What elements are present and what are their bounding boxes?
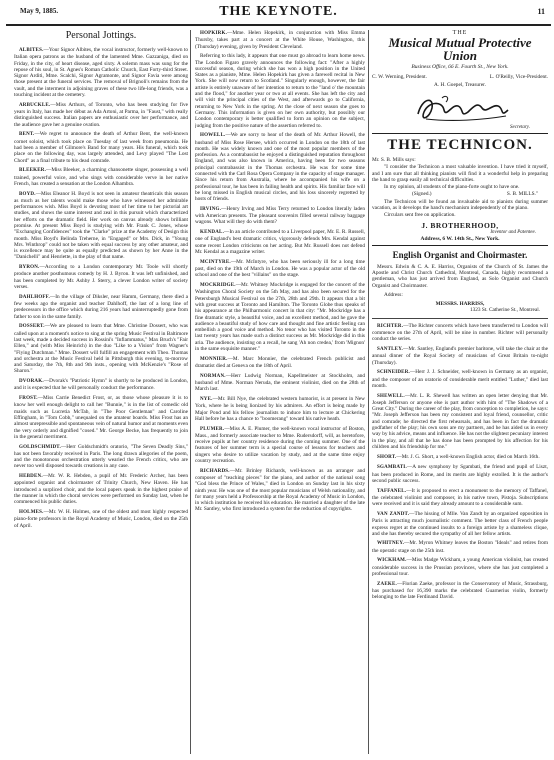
article-item bbox=[372, 454, 548, 461]
article-item bbox=[14, 294, 188, 320]
article-name: SHORT. bbox=[377, 454, 397, 460]
article-name: BOYD. bbox=[19, 191, 36, 197]
article-list bbox=[372, 323, 548, 601]
article-text: —We are sorry to hear of the death of Mr. Arthur Howell, the husband of Miss Rose Hersee, which occurred in London on the 18th of last month. He was widely known and one of the most popular members of the profession. As a contrabassist he enjoyed a distinguished reputation throughout England, and was also known in America, having been for two seasons principal contrabassist in the Thomas orchestra. He was for some time connected with the Carl Rosa Opera Company in the capacity of stage manager. Since his return from Australia, where he accompanied his wife on a professional tour, he has been in failing health and spirits. His familiar face will be long missed in English musical circles, and his loss sincerely regretted by hosts of friends. bbox=[195, 132, 365, 203]
article-text: Referring to this lady, it appears that one must go abroad to learn home news. The London Figaro gravely announces the following fact: "After a highly successful season, during which she has won a high position in the United States as a pianiste, Mme. Helen Hopekirk has given a farewell recital in New York. She will now return to Scotland." Singularly enough, however, the fair artiste is entirely unaware of her intention to return to the "land o' the mountain and the flood," for another year or two at all events. She has left the city and will visit the principal cities of the West, and afterwards go to California, returning to New York in the spring. At the close of next season she goes to Germany. This information is given on her own authority, but possibly our London contemporary is better qualified to form an opinion on the subject, judging from the positive nature of the assertion referred to. bbox=[195, 53, 365, 129]
article-item bbox=[14, 102, 188, 128]
article-text: —Miss Madge Wickham, a young American violinist, has created considerable success in the Prussian provinces, where she has just completed a professional tour. bbox=[372, 557, 548, 578]
article-text: —Mme. Helen Hopekirk, in conjunction with Miss Emma Thursby, takes part at a concert at the White House, Washington, this (Thursday) evening, given by President Cleveland. bbox=[195, 30, 365, 50]
union-the: THE bbox=[452, 30, 468, 36]
article-text: —The hissing of Mlle. Van Zandt by an organized opposition in Paris is attracting much journalistic comment. The better class of French people express regret at the continued insults to a foreign artiste by a shameless clique, and she has thereby secured the sympathy of all her fellow artists. bbox=[372, 510, 548, 537]
article-text: —Mr. J. G. Short, a well-known English actor, died on March 16th. bbox=[396, 453, 540, 460]
article-text: —Florian Zaeke, professor in the Conservatory of Music, Strassburg, has purchased for 16,390 marks the celebrated Guarnerius violin, formerly belonging to the late Ferdinand David. bbox=[372, 580, 548, 601]
signed-left: (Signed.) bbox=[412, 191, 432, 198]
article-name: PLUMER. bbox=[200, 426, 225, 432]
article-item bbox=[372, 346, 548, 366]
article-text: —Miss A. E. Plumer, the well-known vocal instructor of Boston, Mass., and formerly associate teacher to Mme. Rudersdorff, will, as heretofore, receive pupils at her country residence during the coming summer. One of the features of her summer term is a special course of lessons for teachers and singers who desire to utilize vacation by study, and at the same time enjoy country recreation. bbox=[195, 425, 365, 465]
column-rule bbox=[190, 30, 191, 754]
article-text: —Miss Carrie Benedict Frost, or, as those whose pleasure it is to know her well enough delight to call her "Bunnie," is in the list of comedic old maids such as Lucretia McTab, in "The Poor Gentleman" and Caroline Effingham, in "Tom Cobb," unequaled on the amateur boards. Miss Frost has an almost unrepressible and spontaneous vein of natural humor and at moments even the very orderly and dignified "cosed." Mr. George Becke, has frequently to join in the general merriment. bbox=[14, 395, 188, 440]
article-name: ZAEKE. bbox=[377, 581, 397, 587]
article-text: —Dvorak's "Patriotic Hymn" is shortly to be produced in London, and it is expected that he will personally conduct the performance. bbox=[14, 378, 188, 392]
article-name: BYRON. bbox=[19, 265, 40, 271]
union-address: Business Office, 66 E. Fourth St., New York. bbox=[411, 64, 509, 70]
article-name: HEBDEN. bbox=[19, 474, 43, 480]
article-name: RICHARDS. bbox=[200, 468, 230, 474]
technicon-letter bbox=[372, 157, 548, 219]
article-name: KENDAL. bbox=[200, 230, 225, 236]
inventor-role: Inventor and Patentee. bbox=[490, 229, 536, 235]
page-number: 11 bbox=[537, 7, 545, 16]
signed-right: S. B. MILLS." bbox=[506, 191, 538, 198]
column-rule bbox=[368, 30, 369, 754]
address-street: 1323 St. Catherine St., Montreal. bbox=[469, 307, 540, 314]
article-text: —Mr. Myron Whitney leaves the Boston "Ideals" and retires from the operatic stage on the 25th inst. bbox=[372, 540, 548, 554]
newspaper-page bbox=[6, 0, 551, 760]
article-text: —Mr. Whitney Mockridge is engaged for the concert of the Washington Choral Society on the 5th May, and has also been secured for the Petersburgh Musical Festival on the 27th, 28th and 29th. It appears that a bit with great success at Toronto and Hamilton. The Toronto Globe thus speaks of his appearance at the Philharmonic concert in that city: "Mr. Mockridge has a fine dramatic style, a beautiful voice, and an excellent method, and he gave the audience a beautiful study of how care and thought and fine artistic feeling can embellish a good voice and method. No tenor who has visited Toronto in the last twenty years has made such a distinct success as Mr. Mockridge did in this aria. The audience, insisting on a recall, he sang 'Ah non credea,' from 'Mignon' in the same exquisite manner." bbox=[195, 282, 365, 352]
article-item bbox=[195, 426, 365, 465]
signature-label: Secretary. bbox=[510, 125, 530, 130]
article-name: WICKHAM. bbox=[377, 558, 407, 564]
issue-date: May 9, 1885. bbox=[20, 7, 59, 15]
column-heading: Personal Jottings. bbox=[65, 30, 137, 41]
article-name: BENT. bbox=[19, 132, 35, 138]
article-name: BLEEKER. bbox=[19, 168, 47, 174]
letter-body: In my opinion, all students of the piano-forte ought to have one. bbox=[384, 184, 520, 191]
inventor-name: J. BROTHERHOOD, bbox=[421, 220, 499, 230]
article-name: MOCKRIDGE. bbox=[200, 283, 236, 289]
article-item bbox=[372, 581, 548, 601]
article-text: —We regret to announce the death of Arthur Bent, the well-known cornet soloist, which took place on Tuesday of last week from pneumonia. He had been a member of Gilmore's Band for many years. His funeral, which took place on the following day, was largely attended, and Levy played "The Lost Chord" as a final tribute to his dead comrade. bbox=[14, 131, 188, 164]
article-name: DAHLHOFF. bbox=[19, 294, 50, 300]
treasurer: A. H. Goepel, Treasurer. bbox=[434, 82, 486, 88]
article-item bbox=[14, 473, 188, 505]
newspaper-title: THE KEYNOTE. bbox=[219, 4, 338, 19]
divider bbox=[372, 318, 548, 319]
article-text: —Herr Ludwig Norman, Kapellmeister at Stockholm, and husband of Mme. Norman Neruda, the eminent violinist, died on the 28th of March last. bbox=[195, 372, 365, 393]
article-text: —Mr. Santley, England's premier baritone, will take the chair at the annual dinner of the Royal Society of musicians of Great Britain to-night (Thursday). bbox=[372, 346, 548, 366]
article-item bbox=[372, 557, 548, 577]
article-item bbox=[14, 191, 188, 261]
article-name: ARBUCKLE. bbox=[19, 102, 51, 108]
technicon-title: THE TECHNICON. bbox=[387, 137, 533, 153]
article-item bbox=[14, 167, 188, 187]
article-name: NYE. bbox=[200, 396, 213, 402]
article-item bbox=[195, 373, 365, 393]
article-name: DVORAK. bbox=[19, 379, 44, 385]
article-text: —Mr. L. R. Shewell has written an open letter denying that Mr. Joseph Jefferson or anyone else is part author with him of "The Shadows of a Great City." During the career of the play, from conception to completion, he says: "Mr. Joseph Jefferson has been my consistent and loyal friend, counsellor, critic and comrade; he directed the first rehearsals, and has been in fact the dramatic godfather of the play; his own sons are my partners, and he has aided us in every way by his advice, means and influence. He has not the slightest pecuniary interest in the play, and all that he has done has been prompted by his affection for his children and his friendship for me." bbox=[372, 392, 548, 450]
article-item bbox=[195, 396, 365, 422]
union-advertisement bbox=[372, 30, 548, 62]
union-officers bbox=[372, 74, 548, 81]
handwritten-signature-image bbox=[412, 92, 512, 126]
masthead bbox=[6, 4, 551, 26]
article-item bbox=[372, 369, 548, 389]
article-name: IRVING. bbox=[200, 206, 222, 212]
article-item bbox=[14, 47, 188, 98]
article-name: GOLDSCHMIDT. bbox=[19, 444, 61, 450]
article-name: HOLMES. bbox=[19, 509, 44, 515]
column-personal-jottings bbox=[14, 30, 188, 756]
article-item bbox=[372, 393, 548, 451]
article-text: —In an article contributed to a Liverpool paper, Mr. E. R. Russell, one of England's best dramatic critics, vigorously defends Mrs. Kendal against some recent London criticisms on her acting. But Mr. Russell does not defend Mr. Kendal as a magazine writer. bbox=[195, 229, 365, 256]
article-text: —In the village of Diksler, near Hamm, Germany, there died a few weeks ago the organist and teacher Dahlhoff, the last of a long line of predecessors in the office which during 216 years had uninterruptedly gone from father to son in the same family. bbox=[14, 293, 188, 320]
article-text: —Miss Eleanor H. Boyd is not seen in amateur theatricals this season as much as her talents would make those who have witnessed her admirable performances wish. Miss Boyd is devoting most of her time to her pictorial art studies, and shows the same interest and zeal in this pursuit which characterized her efforts on the dramatic field. Her work on canvas already shows brilliant promise. At present Miss Boyd is studying with Mr. Frank C. Jones, whose "Exchanging Confidences" took the "Clarke" prize at the Academy of Design this month. Miss Boyd's Belinda Treherne, in "Engaged" or Mrs. Dick, in "Young Mrs. Winthrop" could not be taken with equal success by any other amateur, and is excellence may be quite as equally predicted as shown by her Anne in the "Danichelli" and Henriette, in the play of that name. bbox=[14, 190, 188, 261]
president: C. W. Werning, President. bbox=[372, 74, 427, 80]
article-name: MONNIER. bbox=[200, 356, 228, 362]
article-item bbox=[14, 323, 188, 374]
letter-body: The Technicon will be found an invaluable aid to pianists during summer vacation, as it develops the hand's mechanism independently of the piano. bbox=[372, 198, 548, 212]
article-item bbox=[195, 206, 365, 226]
article-name: SANTLEY. bbox=[377, 347, 404, 353]
article-item bbox=[195, 468, 365, 513]
article-item bbox=[14, 509, 188, 529]
article-list bbox=[195, 30, 365, 513]
letter-salutation: Mr. S. B. Mills says: bbox=[372, 157, 416, 163]
article-name: SHEWELL. bbox=[377, 393, 405, 399]
letter-body: Circulars sent free on application. bbox=[384, 212, 456, 219]
article-text: —Miss Arthurs, of Toronto, who has been studying for five years in Italy, has made her début as Ada Artoni, at Parma, in "Faust," with really distinguished success. Italian papers are enthusiastic over her performance, and the audience gave her a genuine ovation. bbox=[14, 101, 188, 128]
organist-address-block bbox=[372, 292, 548, 314]
article-text: —The Richter concerts which have been transferred to London will commence on the 27th of April, will be nine in number. Richter will personally conduct the series. bbox=[372, 322, 548, 343]
article-item bbox=[372, 323, 548, 343]
divider bbox=[372, 245, 548, 246]
article-item bbox=[14, 444, 188, 470]
organist-title: English Organist and Choirmaster. bbox=[392, 249, 528, 260]
article-text: —It is proposed to erect a monument to the memory of Taffanel, the celebrated violinist and composer, in his native town, Pistoja. Subscriptions were received and it is said they already amount to a considerable sum. bbox=[372, 487, 548, 508]
article-text: —Mr. W. R. Hebden, a pupil of Mr. Frederic Archer, has been appointed organist and choirmaster of Trinity Church, New Haven. He has introduced a surpliced choir, and the local papers speak in the highest praise of the manner in which the choral services were performed on Sunday last, when he commenced his public duties. bbox=[14, 473, 188, 506]
article-name: SCHNEIDER. bbox=[377, 370, 410, 376]
article-text: —Your Signor Albites, the vocal instructor, formerly well-known to Italian opera patrons as the husband of the lamented Mme. Gazzaniga, died on Friday, in the city, of heart disease, aged sixty. A solemn mass was sung for the repose of his soul, in St. Agnes's Roman Catholic Church, East Forty-third Street. Signor Arditi, Mme. Scalchi, Signor Agramonte, and Signor Favia were among those present at the funeral services. The removal of Brignoli's remains from the vault, and the interment in adjoining graves of these two life-long friends, was a touching incident at the cemetery. bbox=[14, 47, 188, 99]
address-label: Address: bbox=[384, 292, 403, 299]
article-name: SGAMBATI. bbox=[377, 465, 407, 471]
article-text: —Mr. Brinley Richards, well-known as an arranger and composer of "teaching pieces" for the piano, and author of the national song "God bless the Prince of Wales," died in London on Sunday last in his sixty ninth year. He was one of the most popular musicians of Welsh nationality, and for many years held a Professorship at the Royal Academy of Music in London, in which institution he received his education. He married a daughter of the late Mr. Santley, who first introduced a system for the reduction of copyrights. bbox=[195, 467, 365, 513]
article-item bbox=[14, 378, 188, 392]
article-name: FROST. bbox=[19, 396, 38, 402]
article-item bbox=[372, 488, 548, 508]
article-name: ALBITES. bbox=[19, 48, 44, 53]
article-item bbox=[14, 264, 188, 290]
vice-president: L. O'Reilly, Vice-President. bbox=[489, 74, 548, 80]
article-item bbox=[372, 464, 548, 484]
column-advertisements bbox=[372, 30, 548, 756]
inventor-address: Address, 6 W. 14th St., New York. bbox=[420, 235, 500, 242]
article-item bbox=[195, 282, 365, 352]
article-item bbox=[372, 511, 548, 537]
article-name: HOPKIRK. bbox=[200, 31, 228, 36]
article-name: MCINTYRE. bbox=[200, 259, 231, 265]
letter-signature-line bbox=[372, 191, 548, 197]
article-name: TAFFANEL. bbox=[377, 488, 407, 494]
article-item bbox=[372, 540, 548, 554]
article-item bbox=[195, 53, 365, 129]
article-name: NORMAN. bbox=[200, 373, 226, 379]
article-text: —Herr J. J. Schneider, well-known in Germany as an organist, and the composer of an oratorio of considerable merit entitled "Luther," died last month. bbox=[372, 369, 548, 389]
union-name: Musical Mutual Protective Union bbox=[388, 35, 532, 63]
article-text: —M. Marc Monnier, the celebrated French publicist and dramatist died at Geneva on the 18th of April. bbox=[195, 355, 365, 369]
column-middle bbox=[195, 30, 365, 756]
article-name: VAN ZANDT. bbox=[377, 511, 410, 517]
article-text: —Miss Bleeker, a charming chansonette singer, possessing a well trained, powerful voice, and who sings with considerable verve in her native French, has created a sensation at the London Alhambra. bbox=[14, 167, 188, 187]
article-text: —Herr Goldschmidt's oratorio, "The Seven Deadly Sins," has not been favorably received in Paris. The long drawn allegories of the poem, and the monotonous orchestration utterly wearied the French critics, who are never too well disposed towards creations in any case. bbox=[14, 443, 188, 470]
divider bbox=[372, 133, 548, 134]
article-text: —According to a London contemporary Mr. Toole will shortly produce another posthumous comedy by H. J. Byron. It was left unfinished, and has been completed by Mr. Ashby J. Sterry, a clever London writer of society verses. bbox=[14, 264, 188, 291]
address-name: MESSRS. HARRISS, bbox=[435, 300, 485, 307]
article-item bbox=[14, 131, 188, 163]
article-text: —Mr. Bill Nye, the celebrated western humorist, is at present in New York, where he is being lionized by his admirers. An effort is being made by Major Pond and his fellow journalists to induce him to lecture at Chickering Hall before he has a chance to "boomerang" toward his native heath. bbox=[195, 395, 365, 422]
article-name: RICHTER. bbox=[377, 323, 404, 329]
article-name: DOSSERT. bbox=[19, 324, 45, 330]
article-item bbox=[14, 395, 188, 440]
secretary-signature bbox=[372, 92, 548, 130]
organist-notice: Messrs. Edwin & C. A. E. Harriss, Organists of the Church of St. James the Apostle and Christ Church Cathedral, Montreal, Canada, highly recommend a gentleman, who has just arrived from England, as Solo Organist and Church Organist and Choirmaster. bbox=[372, 263, 548, 289]
article-item bbox=[195, 259, 365, 279]
article-item bbox=[195, 30, 365, 50]
article-name: HOWELL. bbox=[200, 133, 226, 139]
article-item bbox=[195, 132, 365, 202]
article-text: —A new symphony by Sgambati, the friend and pupil of Liszt, has been produced in Rome, and its merits are highly extolled. It is the author's second public success. bbox=[372, 464, 548, 484]
article-name: WHITNEY. bbox=[377, 541, 405, 547]
article-list bbox=[14, 47, 188, 529]
article-text: —Henry Irving and Miss Terry returned to London literally laden with American presents. The pleasant souvenirs filled several railway baggage wagons. What will they do with them? bbox=[195, 205, 365, 226]
article-item bbox=[195, 356, 365, 370]
letter-body: "I consider the Technicon a most valuable invention. I have tried it myself, and I am sure that all thinking pianists will find it a wonderful help in preparing the hand to grasp easily all technical difficulties. bbox=[372, 164, 548, 183]
article-text: —We are pleased to learn that Mme. Christine Dossert, who was called upon at a moment's notice to sing at the spring Music Festival in Baltimore last week, made a decided success in Rossini's "Inflammatus," Max Bruch's "Fair Ellen," and (with Miss Heinrich) in the duo "Like to a Vision" from Wagner's "Flying Dutchman." Mme. Dossert will fulfill an engagement with Theo. Thomas and orchestra at the Music Festival held in Pittsburgh this evening, to-morrow and Saturday, the 7th, 8th and 9th insts., opening with McKenzie's "Rose of Sharon." bbox=[14, 323, 188, 375]
article-item bbox=[195, 229, 365, 255]
article-text: —Mr. McIntyre, who has been seriously ill for a long time past, died on the 19th of March in London. He was a popular actor of the old school and one of the best "villains" on the stage. bbox=[195, 258, 365, 279]
article-text: —Mr. W. H. Holmes, one of the oldest and most highly respected piano-forte professors in the Royal Academy of Music, London, died on the 25th of April. bbox=[14, 508, 188, 529]
